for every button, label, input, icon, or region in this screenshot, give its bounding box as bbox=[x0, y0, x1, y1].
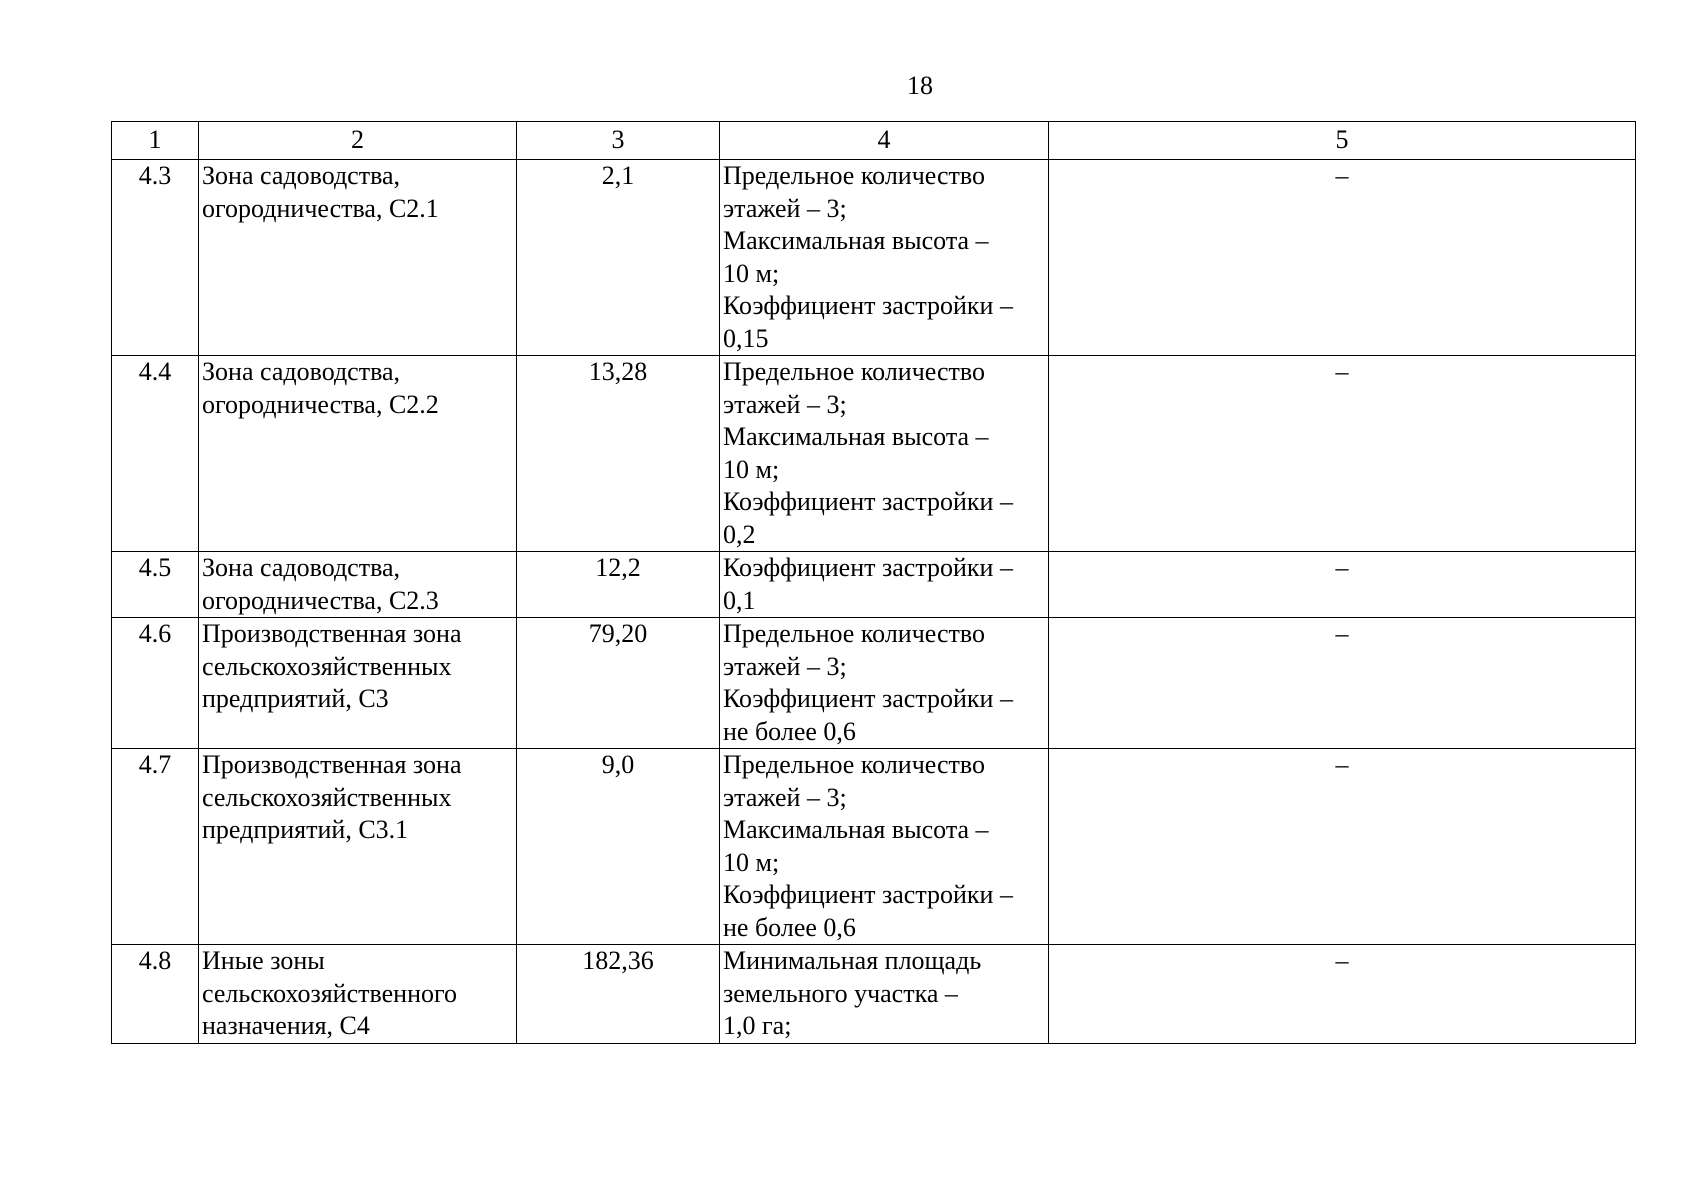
zone-line: огородничества, С2.1 bbox=[202, 193, 439, 223]
parameters-cell bbox=[720, 945, 1049, 1044]
params-line: Максимальная высота – bbox=[723, 226, 989, 255]
params-line: 10 м; bbox=[723, 258, 780, 288]
zone-line: предприятий, С3.1 bbox=[202, 815, 409, 844]
table-row bbox=[112, 945, 1636, 1044]
area-cell: 13,28 bbox=[517, 356, 720, 552]
zone-line: огородничества, С2.3 bbox=[202, 585, 439, 615]
params-line: Коэффициент застройки – bbox=[723, 291, 1013, 320]
zone-name-cell bbox=[199, 749, 517, 945]
zone-name-cell bbox=[199, 945, 517, 1044]
params-line: 1,0 га; bbox=[723, 1011, 792, 1040]
column-header: 2 bbox=[199, 122, 517, 160]
column-header: 1 bbox=[112, 122, 199, 160]
area-cell: 79,20 bbox=[517, 618, 720, 749]
parameters-cell bbox=[720, 160, 1049, 356]
zone-name-cell bbox=[199, 552, 517, 618]
row-number-cell: 4.4 bbox=[112, 356, 199, 552]
note-cell: – bbox=[1049, 945, 1636, 1044]
zone-name-cell bbox=[199, 356, 517, 552]
parameters-cell bbox=[720, 552, 1049, 618]
note-cell: – bbox=[1049, 618, 1636, 749]
column-header: 4 bbox=[720, 122, 1049, 160]
row-number-cell: 4.3 bbox=[112, 160, 199, 356]
table-row bbox=[112, 552, 1636, 618]
row-number-cell: 4.8 bbox=[112, 945, 199, 1044]
parameters-cell bbox=[720, 356, 1049, 552]
params-line: Минимальная площадь bbox=[723, 946, 982, 975]
params-line: Коэффициент застройки – bbox=[723, 684, 1013, 713]
params-line: Предельное количество bbox=[723, 619, 985, 648]
params-line: Предельное количество bbox=[723, 750, 985, 779]
params-line: Коэффициент застройки – bbox=[723, 880, 1013, 909]
zone-line: Зона садоводства, bbox=[202, 357, 401, 386]
note-cell: – bbox=[1049, 749, 1636, 945]
page-number: 18 bbox=[907, 71, 933, 100]
params-line: земельного участка – bbox=[723, 978, 958, 1008]
zone-line: сельскохозяйственного bbox=[202, 978, 457, 1008]
table-header-row bbox=[112, 122, 1636, 160]
zone-line: огородничества, С2.2 bbox=[202, 389, 439, 419]
zone-line: предприятий, С3 bbox=[202, 684, 389, 713]
zone-line: Зона садоводства, bbox=[202, 553, 401, 582]
note-cell: – bbox=[1049, 160, 1636, 356]
params-line: не более 0,6 bbox=[723, 716, 856, 746]
table-row bbox=[112, 160, 1636, 356]
zone-line: Производственная зона bbox=[202, 619, 462, 648]
row-number-cell: 4.7 bbox=[112, 749, 199, 945]
zones-table bbox=[111, 121, 1636, 1044]
note-cell: – bbox=[1049, 356, 1636, 552]
area-cell: 9,0 bbox=[517, 749, 720, 945]
zone-line: сельскохозяйственных bbox=[202, 651, 452, 681]
params-line: Предельное количество bbox=[723, 161, 985, 190]
params-line: Максимальная высота – bbox=[723, 815, 989, 844]
column-header: 3 bbox=[517, 122, 720, 160]
params-line: 0,1 bbox=[723, 585, 756, 615]
column-header: 5 bbox=[1049, 122, 1636, 160]
params-line: 0,15 bbox=[723, 323, 769, 353]
table-row bbox=[112, 749, 1636, 945]
params-line: Коэффициент застройки – bbox=[723, 553, 1013, 582]
row-number-cell: 4.5 bbox=[112, 552, 199, 618]
zone-line: назначения, С4 bbox=[202, 1011, 370, 1040]
zone-line: Зона садоводства, bbox=[202, 161, 401, 190]
parameters-cell bbox=[720, 749, 1049, 945]
zone-name-cell bbox=[199, 160, 517, 356]
params-line: Предельное количество bbox=[723, 357, 985, 386]
area-cell: 12,2 bbox=[517, 552, 720, 618]
params-line: этажей – 3; bbox=[723, 651, 847, 681]
note-cell: – bbox=[1049, 552, 1636, 618]
row-number-cell: 4.6 bbox=[112, 618, 199, 749]
params-line: этажей – 3; bbox=[723, 782, 847, 812]
zone-line: сельскохозяйственных bbox=[202, 782, 452, 812]
params-line: 0,2 bbox=[723, 519, 756, 549]
parameters-cell bbox=[720, 618, 1049, 749]
params-line: этажей – 3; bbox=[723, 389, 847, 419]
params-line: этажей – 3; bbox=[723, 193, 847, 223]
zone-name-cell bbox=[199, 618, 517, 749]
params-line: Коэффициент застройки – bbox=[723, 487, 1013, 516]
table-row bbox=[112, 356, 1636, 552]
area-cell: 182,36 bbox=[517, 945, 720, 1044]
params-line: 10 м; bbox=[723, 454, 780, 484]
table-row bbox=[112, 618, 1636, 749]
params-line: Максимальная высота – bbox=[723, 422, 989, 451]
params-line: не более 0,6 bbox=[723, 912, 856, 942]
zone-line: Производственная зона bbox=[202, 750, 462, 779]
zone-line: Иные зоны bbox=[202, 946, 325, 975]
params-line: 10 м; bbox=[723, 847, 780, 877]
area-cell: 2,1 bbox=[517, 160, 720, 356]
